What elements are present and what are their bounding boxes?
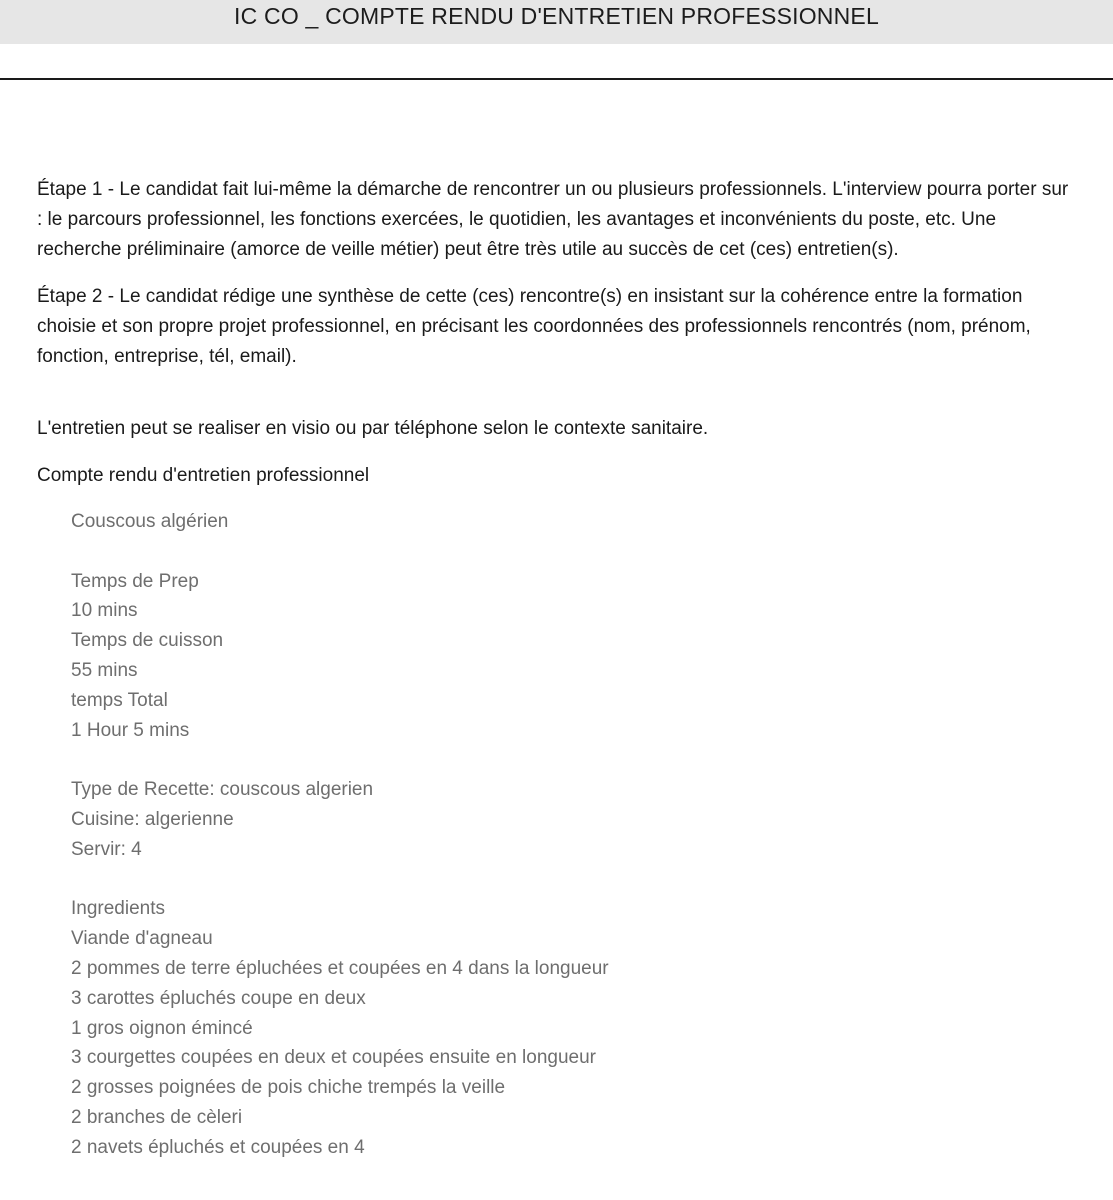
answer-line: 1 gros oignon émincé (71, 1017, 253, 1039)
answer-line: 10 mins (71, 600, 138, 622)
answer-line: Temps de Prep (71, 570, 199, 592)
answer-line (71, 865, 1077, 895)
answer-line: 3 courgettes coupées en deux et coupées ensuite en longueur (71, 1047, 596, 1069)
answer-line: Servir: 4 (71, 838, 142, 860)
answer-line: Couscous algérien (71, 511, 229, 532)
answer-line: temps Total (71, 689, 168, 711)
instruction-step-1: Étape 1 - Le candidat fait lui-même la démarche de rencontrer un ou plusieurs professionnels. L'interview pourra porter sur : le parcours professionnel, les fonctions exercées, le quotidien, les avantages et inconvénients du poste, etc. Une recherche préliminaire (amorce de veille métier) peut être très utile au succès de cet (ces) entretien(s). (37, 179, 1069, 260)
answer-line: Viande d'agneau (71, 928, 213, 950)
question-label: Compte rendu d'entretien professionnel (37, 465, 370, 486)
answer-line (71, 745, 1077, 775)
answer-text-field[interactable] (71, 507, 1077, 1163)
answer-line: Ingredients (71, 898, 166, 920)
answer-line: 2 branches de cèleri (71, 1106, 243, 1128)
instruction-step-2: Étape 2 - Le candidat rédige une synthèse de cette (ces) rencontre(s) en insistant sur la cohérence entre la formation choisie et son propre projet professionnel, en précisant les coordonnées des professionnels rencontrés (nom, prénom, fonction, entreprise, tél, email). (37, 286, 1031, 367)
answer-line: 1 Hour 5 mins (71, 719, 190, 741)
answer-line: Temps de cuisson (71, 630, 224, 652)
answer-line: 3 carottes épluchés coupe en deux (71, 987, 366, 1009)
title-bar (0, 0, 1113, 44)
answer-line: 2 navets épluchés et coupées en 4 (71, 1136, 365, 1158)
answer-line (71, 537, 1077, 567)
form-content (37, 175, 1077, 1163)
answer-line: Type de Recette: couscous algerien (71, 779, 374, 801)
header-divider (0, 78, 1113, 80)
answer-line: 2 grosses poignées de pois chiche trempés la veille (71, 1077, 506, 1099)
answer-line: 2 pommes de terre épluchées et coupées en 4 dans la longueur (71, 957, 609, 979)
answer-line: Cuisine: algerienne (71, 808, 234, 830)
instruction-note: L'entretien peut se realiser en visio ou par téléphone selon le contexte sanitaire. (37, 418, 709, 439)
answer-line: 55 mins (71, 659, 138, 681)
page-title: IC CO _ COMPTE RENDU D'ENTRETIEN PROFESSIONNEL (234, 3, 879, 29)
